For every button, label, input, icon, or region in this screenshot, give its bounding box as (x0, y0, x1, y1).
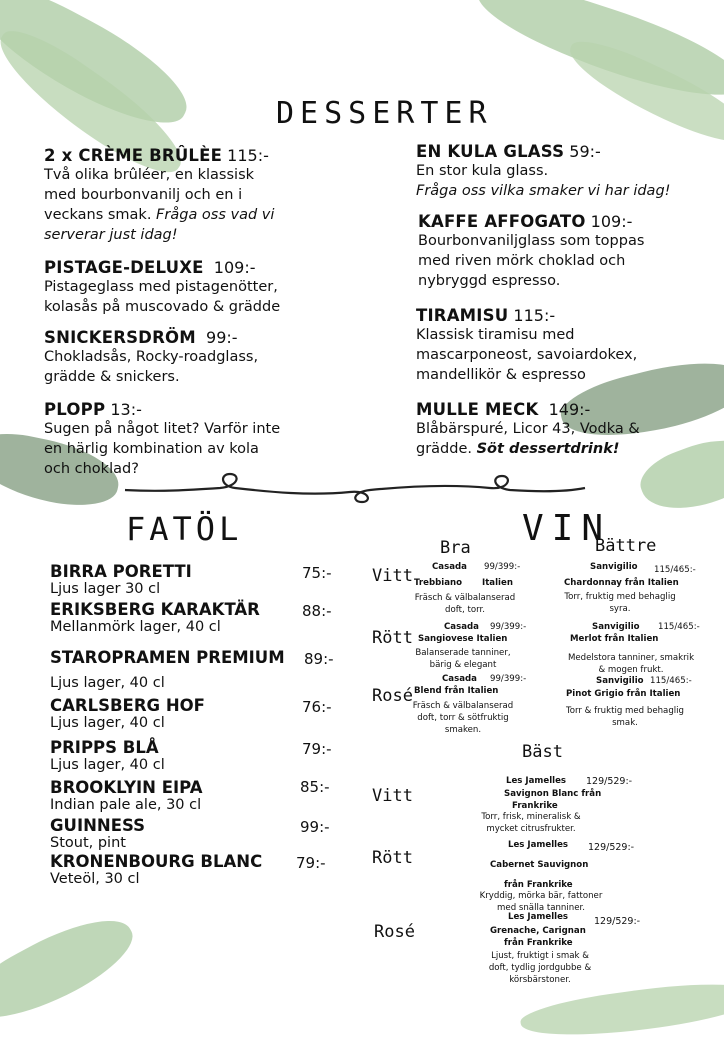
wine-desc: syra. (609, 604, 631, 614)
dessert-desc: serverar just idag! (44, 227, 178, 243)
wine-desc: bärig & elegant (429, 660, 497, 670)
wine-price: 115/465:- (650, 676, 692, 686)
wine-desc: Balanserade tanniner, (415, 648, 511, 658)
wine-desc: Torr, fruktig med behaglig (564, 592, 676, 602)
wine-desc: med snälla tanniner. (497, 903, 585, 913)
dessert-item (44, 146, 374, 245)
dessert-price: 115:- (513, 306, 556, 325)
dessert-desc: kolasås på muscovado & grädde (44, 299, 281, 315)
brush-stroke-bottom-left (0, 901, 144, 1038)
dessert-price: 59:- (569, 142, 601, 161)
wine-desc: Kryddig, mörka bär, fattoner (479, 891, 603, 901)
dessert-desc: mascarponeost, savoiardokex, (416, 347, 638, 363)
wine-price: 129/529:- (588, 842, 635, 853)
wine-price: 99/399:- (484, 562, 521, 572)
dessert-item (416, 400, 716, 459)
wine-tier-battre: Bättre (595, 536, 657, 556)
dessert-item (418, 212, 718, 291)
beer-name: PRIPPS BLÅ (50, 738, 159, 757)
wine-producer: Sanvigilio (596, 676, 644, 686)
dessert-desc: med riven mörk choklad och (418, 253, 626, 269)
dessert-name: 2 x CRÈME BRÛLÈE (44, 146, 223, 165)
wine-grape: Frankrike (512, 801, 558, 811)
dessert-desc: Två olika brûléer, en klassisk (44, 167, 255, 183)
wine-item (408, 674, 538, 736)
wine-producer: Les Jamelles (506, 776, 567, 786)
wine-grape: Chardonnay från Italien (564, 578, 679, 588)
beer-price: 75:- (302, 564, 332, 582)
dessert-desc: mandellikör & espresso (416, 367, 586, 383)
beer-price: 89:- (304, 650, 334, 668)
dessert-price: 109:- (590, 212, 633, 231)
beer-price: 76:- (302, 698, 332, 716)
dessert-item (44, 328, 374, 387)
dessert-desc: en härlig kombination av kola (44, 441, 259, 457)
beer-desc: Ljus lager, 40 cl (50, 715, 165, 731)
wine-grape: Sangiovese Italien (418, 634, 508, 644)
dessert-name: PISTAGE-DELUXE (44, 258, 204, 277)
beer-name: CARLSBERG HOF (50, 696, 205, 715)
dessert-price: 109:- (213, 258, 256, 277)
wine-price: 99/399:- (490, 674, 527, 684)
dessert-name: SNICKERSDRÖM (44, 328, 196, 347)
dessert-name: KAFFE AFFOGATO (418, 212, 586, 231)
wine-desc: Torr, frisk, mineralisk & (481, 812, 581, 822)
wine-item (408, 622, 538, 671)
beer-item (50, 852, 350, 887)
wine-producer: Les Jamelles (508, 912, 569, 922)
wine-grape: Trebbiano (414, 578, 463, 588)
wine-grape: från Frankrike (504, 938, 573, 948)
wine-producer: Les Jamelles (508, 840, 569, 850)
dessert-desc: Klassisk tiramisu med (416, 327, 575, 343)
dessert-desc: Pistageglass med pistagenötter, (44, 279, 278, 295)
beer-desc: Indian pale ale, 30 cl (50, 797, 202, 813)
dessert-desc: Fråga oss vilka smaker vi har idag! (416, 183, 671, 199)
beer-desc: Ljus lager, 40 cl (50, 675, 165, 691)
dessert-desc: veckans smak. Fråga oss vad vi (44, 207, 275, 223)
wine-producer: Sanvigilio (590, 562, 638, 572)
dessert-price: 13:- (110, 400, 142, 419)
beer-item (50, 562, 350, 597)
wine-item (408, 562, 538, 616)
wine-desc: doft, tydlig jordgubbe & (488, 963, 592, 973)
wine-desc: doft, torr. (445, 605, 485, 615)
beer-desc: Ljus lager, 40 cl (50, 757, 165, 773)
wine-grape: från Frankrike (504, 880, 573, 890)
dessert-price: 99:- (206, 328, 238, 347)
wine-price: 129/529:- (594, 916, 641, 927)
dessert-price: 149:- (548, 400, 591, 419)
wine-tier-bast: Bäst (522, 742, 563, 762)
beer-item (50, 600, 350, 635)
wine-title: VIN (522, 508, 612, 549)
wine-desc: smaken. (444, 725, 482, 735)
beer-item (50, 778, 350, 813)
dessert-name: TIRAMISU (416, 306, 509, 325)
wine-category-rott: Rött (372, 628, 413, 648)
wine-desc: & mogen frukt. (598, 665, 664, 675)
wine-grape: Cabernet Sauvignon (490, 860, 589, 870)
beer-name: BIRRA PORETTI (50, 562, 192, 581)
wine-grape: Merlot från Italien (570, 634, 659, 644)
wine-grape: Blend från Italien (414, 686, 499, 696)
swirl-divider (120, 466, 590, 506)
wine-category-vitt: Vitt (372, 566, 413, 586)
wine-producer: Casada (432, 562, 467, 572)
wine-producer: Sanvigilio (592, 622, 640, 632)
beer-desc: Stout, pint (50, 835, 126, 851)
beer-item (50, 696, 350, 731)
beer-name: KRONENBOURG BLANC (50, 852, 263, 871)
dessert-desc: En stor kula glass. (416, 163, 549, 179)
dessert-name: EN KULA GLASS (416, 142, 565, 161)
dessert-item (416, 306, 716, 385)
wine-desc: mycket citrusfrukter. (486, 824, 576, 834)
dessert-item (44, 258, 374, 317)
wine-desc: doft, torr & sötfruktig (417, 713, 509, 723)
beer-desc: Mellanmörk lager, 40 cl (50, 619, 221, 635)
dessert-desc: Sugen på något litet? Varför inte (44, 421, 281, 437)
wine-desc: smak. (612, 718, 638, 728)
wine-price: 129/529:- (586, 776, 633, 787)
dessert-name: PLOPP (44, 400, 106, 419)
wine-price: 99/399:- (490, 622, 527, 632)
dessert-desc: och choklad? (44, 461, 139, 477)
wine-item (560, 676, 710, 729)
wine-item (466, 840, 686, 914)
dessert-item (416, 142, 716, 201)
beer-desc: Veteöl, 30 cl (50, 871, 140, 887)
beer-price: 88:- (302, 602, 332, 620)
wine-category-vitt: Vitt (372, 786, 413, 806)
beer-item (50, 648, 350, 691)
wine-producer: Casada (444, 622, 479, 632)
wine-desc: Ljust, fruktigt i smak & (491, 951, 589, 961)
wine-grape: Pinot Grigio från Italien (566, 689, 681, 699)
wine-item (560, 562, 710, 615)
wine-category-rose: Rosé (374, 922, 415, 942)
dessert-name: MULLE MECK (416, 400, 539, 419)
wine-origin: Italien (482, 578, 513, 588)
beer-title: FATÖL (126, 510, 243, 548)
wine-desc: Medelstora tanniner, smakrik (567, 653, 695, 663)
beer-price: 79:- (296, 854, 326, 872)
wine-producer: Casada (442, 674, 477, 684)
wine-category-rose: Rosé (372, 686, 413, 706)
wine-desc: Torr & fruktig med behaglig (565, 706, 685, 716)
dessert-price: 115:- (227, 146, 269, 165)
dessert-desc: med bourbonvanilj och en i (44, 187, 243, 203)
beer-price: 99:- (300, 818, 330, 836)
beer-desc: Ljus lager 30 cl (50, 581, 161, 597)
wine-price: 115/465:- (654, 565, 696, 575)
beer-item (50, 738, 350, 773)
beer-item (50, 816, 350, 851)
dessert-desc: Chokladsås, Rocky-roadglass, (44, 349, 259, 365)
wine-tier-bra: Bra (440, 538, 471, 558)
beer-name: ERIKSBERG KARAKTÄR (50, 600, 260, 619)
wine-desc: Fräsch & välbalanserad (412, 701, 514, 711)
wine-price: 115/465:- (658, 622, 700, 632)
beer-name: STAROPRAMEN PREMIUM (50, 648, 285, 667)
wine-desc: körsbärstoner. (509, 975, 571, 985)
wine-grape: Grenache, Carignan (490, 926, 586, 936)
beer-name: BROOKLYIN EIPA (50, 778, 203, 797)
dessert-desc: grädde & snickers. (44, 369, 180, 385)
dessert-desc: nybryggd espresso. (418, 273, 561, 289)
beer-price: 79:- (302, 740, 332, 758)
wine-grape: Savignon Blanc från (504, 789, 602, 799)
wine-item (560, 622, 710, 676)
dessert-desc: grädde. Söt dessertdrink! (416, 441, 620, 457)
wine-item (466, 776, 686, 835)
beer-name: GUINNESS (50, 816, 145, 835)
desserts-title: DESSERTER (276, 96, 493, 131)
dessert-desc: Bourbonvaniljglass som toppas (418, 233, 645, 249)
wine-item (466, 912, 686, 986)
beer-price: 85:- (300, 778, 330, 796)
wine-desc: Fräsch & välbalanserad (414, 593, 516, 603)
dessert-desc: Blåbärspuré, Licor 43, Vodka & (416, 421, 640, 437)
wine-category-rott: Rött (372, 848, 413, 868)
